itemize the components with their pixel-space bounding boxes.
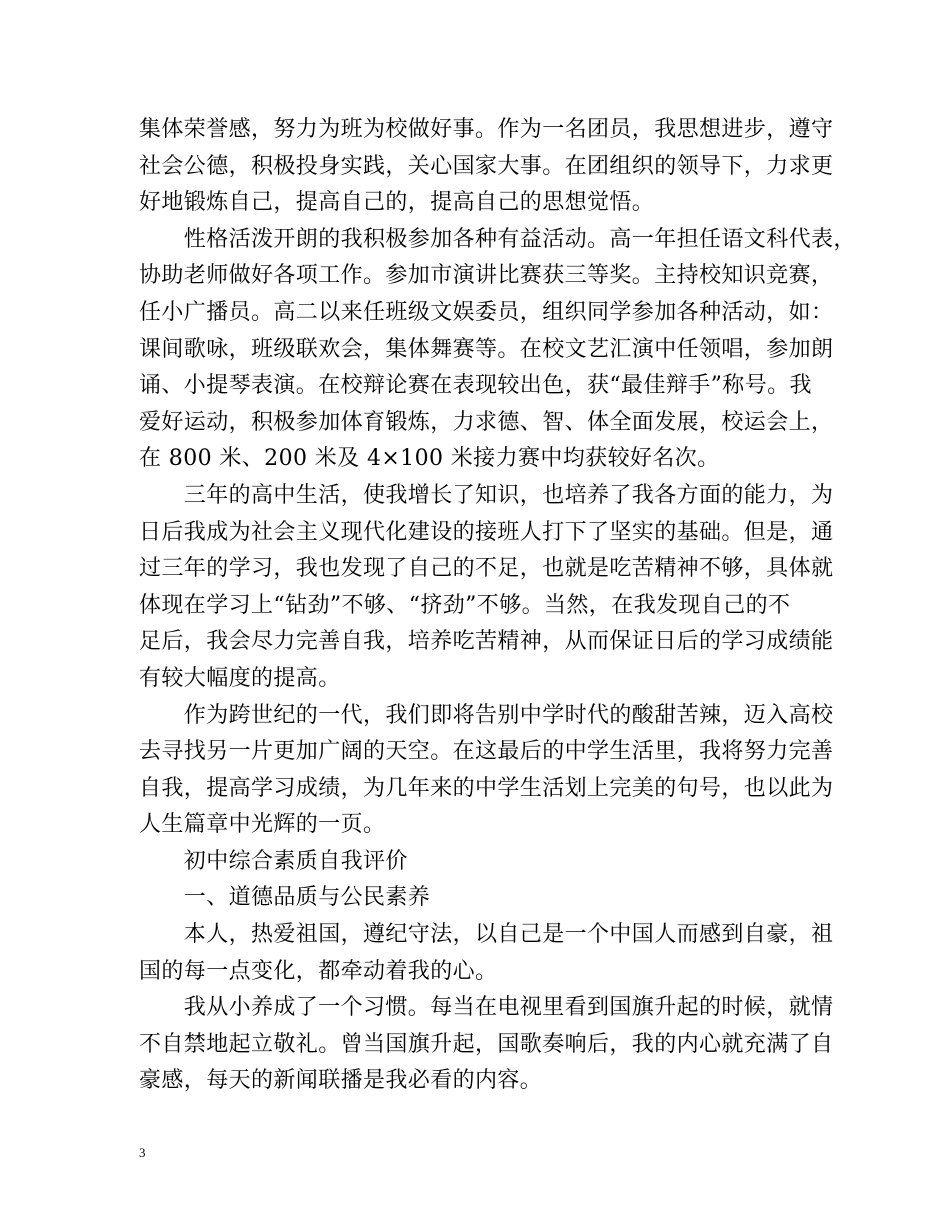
text-line: 人生篇章中光辉的一页。 [139,812,386,838]
text-line: 三年的高中生活，使我增长了知识，也培养了我各方面的能力，为 [139,482,834,508]
text-line: 我从小养成了一个习惯。每当在电视里看到国旗升起的时候，就情 [139,995,834,1021]
text-line: 集体荣誉感，努力为班为校做好事。作为一名团员，我思想进步，遵守 [139,117,834,142]
text-line: 豪感，每天的新闻联播是我必看的内容。 [139,1068,543,1094]
page-number: 3 [139,1145,146,1160]
text-line: 好地锻炼自己，提高自己的，提高自己的思想觉悟。 [139,190,655,216]
subsection-heading: 一、道德品质与公民素养 [139,885,431,911]
text-line: 不自禁地起立敬礼。曾当国旗升起，国歌奏响后，我的内心就充满了自 [139,1031,834,1057]
document-body [139,112,856,1100]
text-line: 协助老师做好各项工作。参加市演讲比赛获三等奖。主持校知识竞赛， [139,263,834,289]
text-line: 社会公德，积极投身实践，关心国家大事。在团组织的领导下，力求更 [139,153,834,179]
text-line: 体现在学习上“钻劲”不够、“挤劲”不够。当然，在我发现自己的不 [139,592,791,618]
text-line: 足后，我会尽力完善自我，培养吃苦精神，从而保证日后的学习成绩能 [139,629,834,655]
section-heading: 初中综合素质自我评价 [139,848,408,874]
text-line: 课间歌咏，班级联欢会，集体舞赛等。在校文艺汇演中任领唱，参加朗 [139,336,834,362]
text-line: 本人，热爱祖国，遵纪守法，以自己是一个中国人而感到自豪，祖 [139,922,834,948]
text-line: 有较大幅度的提高。 [139,665,341,691]
text-line: 作为跨世纪的一代，我们即将告别中学时代的酸甜苦辣，迈入高校 [139,702,834,728]
text-line: 任小广播员。高二以来任班级文娱委员，组织同学参加各种活动，如： [139,299,834,325]
text-line: 自我，提高学习成绩，为几年来的中学生活划上完美的句号，也以此为 [139,775,834,801]
text-line: 过三年的学习，我也发现了自己的不足，也就是吃苦精神不够，具体就 [139,556,834,582]
text-line: 国的每一点变化，都牵动着我的心。 [139,958,498,984]
text-line: 诵、小提琴表演。在校辩论赛在表现较出色，获“最佳辩手”称号。我 [139,373,812,399]
text-line: 去寻找另一片更加广阔的天空。在这最后的中学生活里，我将努力完善 [139,739,834,765]
text-line: 爱好运动，积极参加体育锻炼，力求德、智、体全面发展，校运会上， [139,409,834,435]
text-line: 日后我成为社会主义现代化建设的接班人打下了坚实的基础。但是，通 [139,519,834,545]
text-line: 性格活泼开朗的我积极参加各种有益活动。高一年担任语文科代表， [139,226,856,252]
text-line: 在 800 米、200 米及 4×100 米接力赛中均获较好名次。 [139,446,720,472]
